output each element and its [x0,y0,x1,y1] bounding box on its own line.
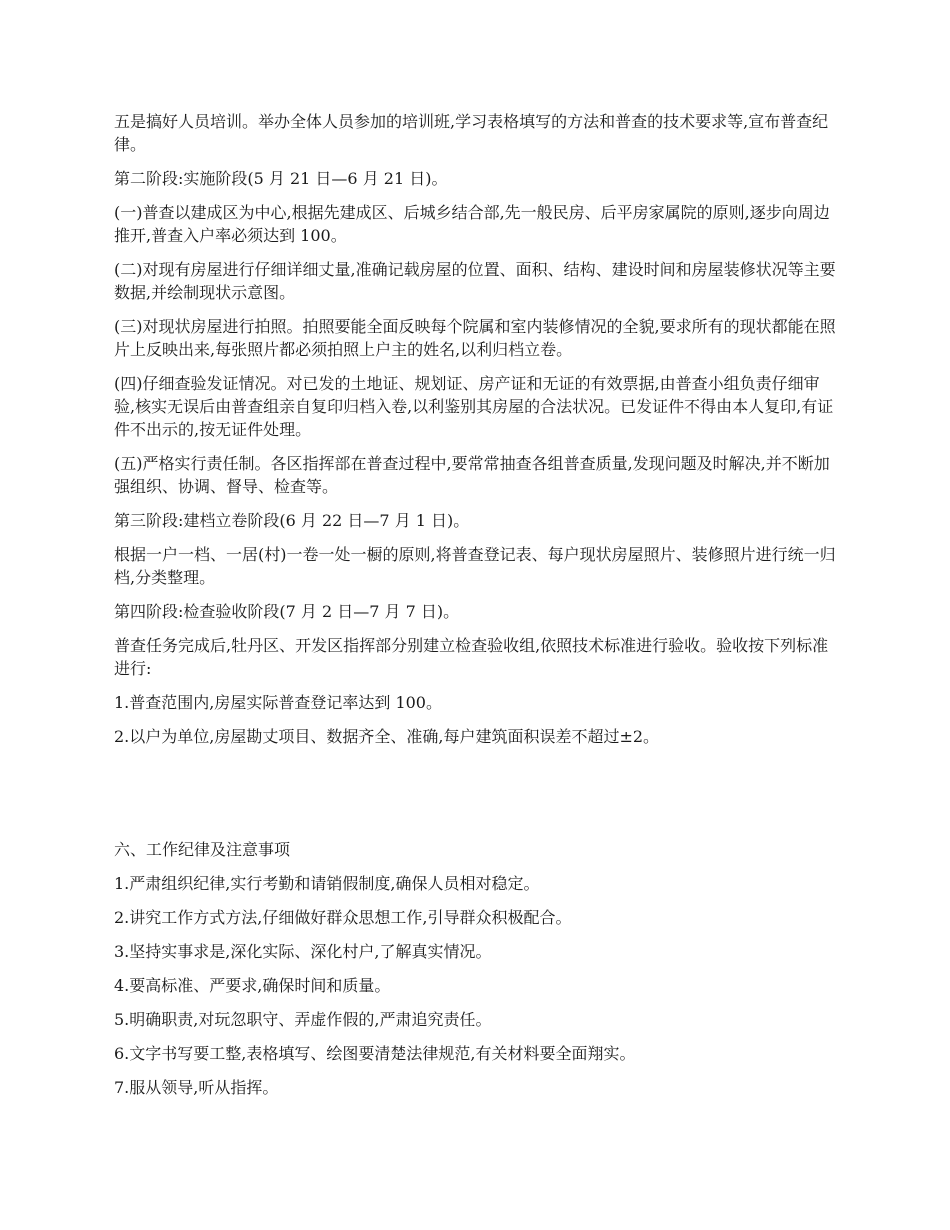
paragraph-phase-two-item-4: (四)仔细查验发证情况。对已发的土地证、规划证、房产证和无证的有效票据,由普查小组负责仔细审验,核实无误后由普查组亲自复印归档入卷,以利鉴别其房屋的合法状况。已发证件不得由本人复印,有证件不出示的,按无证件处理。 [114,374,834,439]
section-six-heading: 六、工作纪律及注意事项 [114,840,291,859]
discipline-item-1: 1.严肃组织纪律,实行考勤和请销假制度,确保人员相对稳定。 [114,874,540,893]
paragraph-phase-four-heading: 第四阶段:检查验收阶段(7 月 2 日—7 月 7 日)。 [114,602,460,621]
discipline-item-4: 4.要高标准、严要求,确保时间和质量。 [114,976,391,995]
paragraph-criterion-2: 2.以户为单位,房屋勘丈项目、数据齐全、准确,每户建筑面积误差不超过±2。 [114,727,660,746]
section-gap [114,759,836,838]
paragraph-phase-four-body: 普查任务完成后,牡丹区、开发区指挥部分别建立检查验收组,依照技术标准进行验收。验收按下列标准进行: [114,636,829,678]
paragraph-training: 五是搞好人员培训。举办全体人员参加的培训班,学习表格填写的方法和普查的技术要求等,宣布普查纪律。 [114,112,829,154]
discipline-item-3: 3.坚持实事求是,深化实际、深化村户,了解真实情况。 [114,942,492,961]
paragraph-phase-three-body: 根据一户一档、一居(村)一卷一处一橱的原则,将普查登记表、每户现状房屋照片、装修照片进行统一归档,分类整理。 [114,545,836,587]
discipline-item-2: 2.讲究工作方式方法,仔细做好群众思想工作,引导群众积极配合。 [114,908,572,927]
paragraph-phase-two-item-3: (三)对现状房屋进行拍照。拍照要能全面反映每个院属和室内装修情况的全貌,要求所有的现状都能在照片上反映出来,每张照片都必须拍照上户主的姓名,以利归档立卷。 [114,317,836,359]
paragraph-phase-two-heading: 第二阶段:实施阶段(5 月 21 日—6 月 21 日)。 [114,169,448,188]
paragraph-phase-two-item-5: (五)严格实行责任制。各区指挥部在普查过程中,要常常抽查各组普查质量,发现问题及时解决,并不断加强组织、协调、督导、检查等。 [114,454,830,496]
discipline-item-7: 7.服从领导,听从指挥。 [114,1078,279,1097]
paragraph-phase-two-item-1: (一)普查以建成区为中心,根据先建成区、后城乡结合部,先一般民房、后平房家属院的原则,逐步向周边推开,普查入户率必须达到 100。 [114,203,830,245]
discipline-item-6: 6.文字书写要工整,表格填写、绘图要清楚法律规范,有关材料要全面翔实。 [114,1044,636,1063]
document-body [114,110,836,1110]
paragraph-phase-two-item-2: (二)对现有房屋进行仔细详细丈量,准确记载房屋的位置、面积、结构、建设时间和房屋装修状况等主要数据,并绘制现状示意图。 [114,260,836,302]
discipline-item-5: 5.明确职责,对玩忽职守、弄虚作假的,严肃追究责任。 [114,1010,492,1029]
paragraph-criterion-1: 1.普查范围内,房屋实际普查登记率达到 100。 [114,693,442,712]
paragraph-phase-three-heading: 第三阶段:建档立卷阶段(6 月 22 日—7 月 1 日)。 [114,511,470,530]
